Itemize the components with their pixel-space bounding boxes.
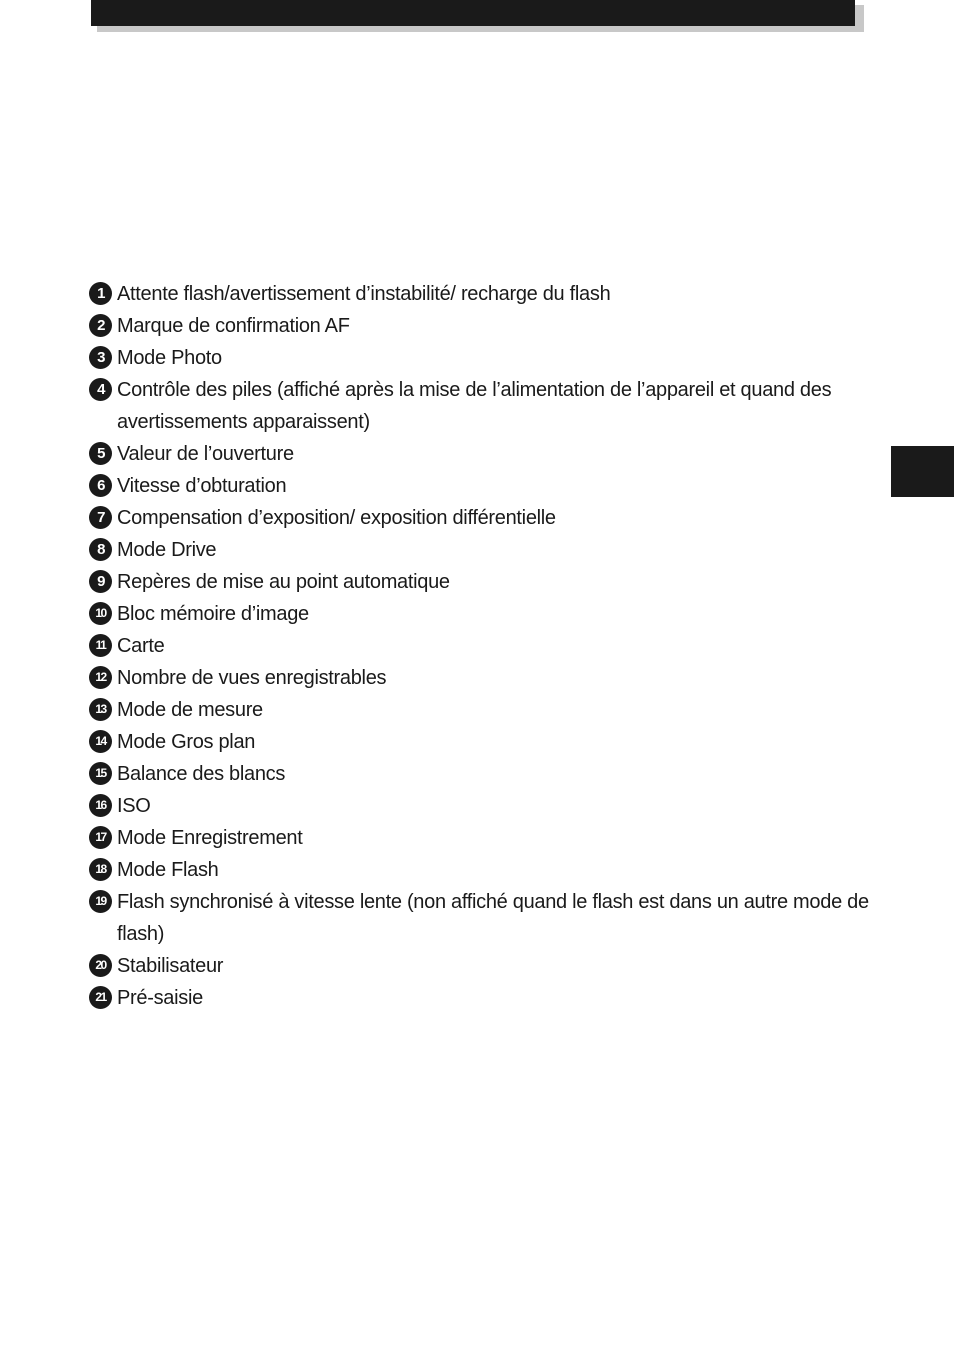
item-text: Mode Enregistrement (117, 827, 303, 849)
item-number-badge: 21 (89, 986, 112, 1009)
item-text: Mode de mesure (117, 699, 263, 721)
item-text: Attente flash/avertissement d’instabilité/ recharge du flash (117, 283, 611, 305)
item-number-badge: 9 (89, 570, 112, 593)
legend-item (89, 278, 869, 310)
item-number-badge: 6 (89, 474, 112, 497)
item-text: Pré-saisie (117, 987, 203, 1009)
legend-item (89, 662, 869, 694)
item-text: Repères de mise au point automatique (117, 571, 450, 593)
legend-item (89, 694, 869, 726)
item-text: Carte (117, 635, 165, 657)
item-text: Marque de confirmation AF (117, 315, 350, 337)
item-text: Flash synchronisé à vitesse lente (non affiché quand le flash est dans un autre mode de flash) (117, 891, 869, 945)
item-text: Balance des blancs (117, 763, 286, 785)
legend-item (89, 374, 869, 438)
item-text: Contrôle des piles (affiché après la mise de l’alimentation de l’appareil et quand des avertissements apparaissent) (117, 379, 832, 433)
item-text: Nombre de vues enregistrables (117, 667, 387, 689)
legend-item (89, 758, 869, 790)
item-text: Mode Drive (117, 539, 217, 561)
item-number-badge: 13 (89, 698, 112, 721)
legend-item (89, 566, 869, 598)
item-text: Stabilisateur (117, 955, 224, 977)
item-text: Mode Flash (117, 859, 219, 881)
item-text: ISO (117, 795, 151, 817)
legend-item (89, 342, 869, 374)
item-text: Mode Gros plan (117, 731, 256, 753)
item-number-badge: 4 (89, 378, 112, 401)
legend-item (89, 790, 869, 822)
legend-item (89, 598, 869, 630)
item-text: Vitesse d’obturation (117, 475, 287, 497)
legend-item (89, 310, 869, 342)
item-number-badge: 20 (89, 954, 112, 977)
legend-item (89, 630, 869, 662)
legend-item (89, 534, 869, 566)
legend-list (89, 278, 869, 1014)
item-number-badge: 1 (89, 282, 112, 305)
legend-item (89, 470, 869, 502)
section-tab (891, 446, 954, 497)
legend-item (89, 726, 869, 758)
header-bar (91, 0, 855, 26)
item-number-badge: 5 (89, 442, 112, 465)
item-number-badge: 7 (89, 506, 112, 529)
legend-item (89, 854, 869, 886)
item-number-badge: 17 (89, 826, 112, 849)
item-text: Compensation d’exposition/ exposition différentielle (117, 507, 556, 529)
item-number-badge: 11 (89, 634, 112, 657)
legend-item (89, 950, 869, 982)
legend-item (89, 438, 869, 470)
item-text: Valeur de l’ouverture (117, 443, 294, 465)
item-number-badge: 8 (89, 538, 112, 561)
item-number-badge: 12 (89, 666, 112, 689)
legend-item (89, 886, 869, 950)
item-number-badge: 18 (89, 858, 112, 881)
item-number-badge: 2 (89, 314, 112, 337)
item-number-badge: 19 (89, 890, 112, 913)
item-number-badge: 10 (89, 602, 112, 625)
item-number-badge: 16 (89, 794, 112, 817)
item-number-badge: 3 (89, 346, 112, 369)
item-number-badge: 14 (89, 730, 112, 753)
legend-item (89, 822, 869, 854)
item-text: Mode Photo (117, 347, 222, 369)
legend-item (89, 982, 869, 1014)
item-number-badge: 15 (89, 762, 112, 785)
item-text: Bloc mémoire d’image (117, 603, 309, 625)
legend-item (89, 502, 869, 534)
